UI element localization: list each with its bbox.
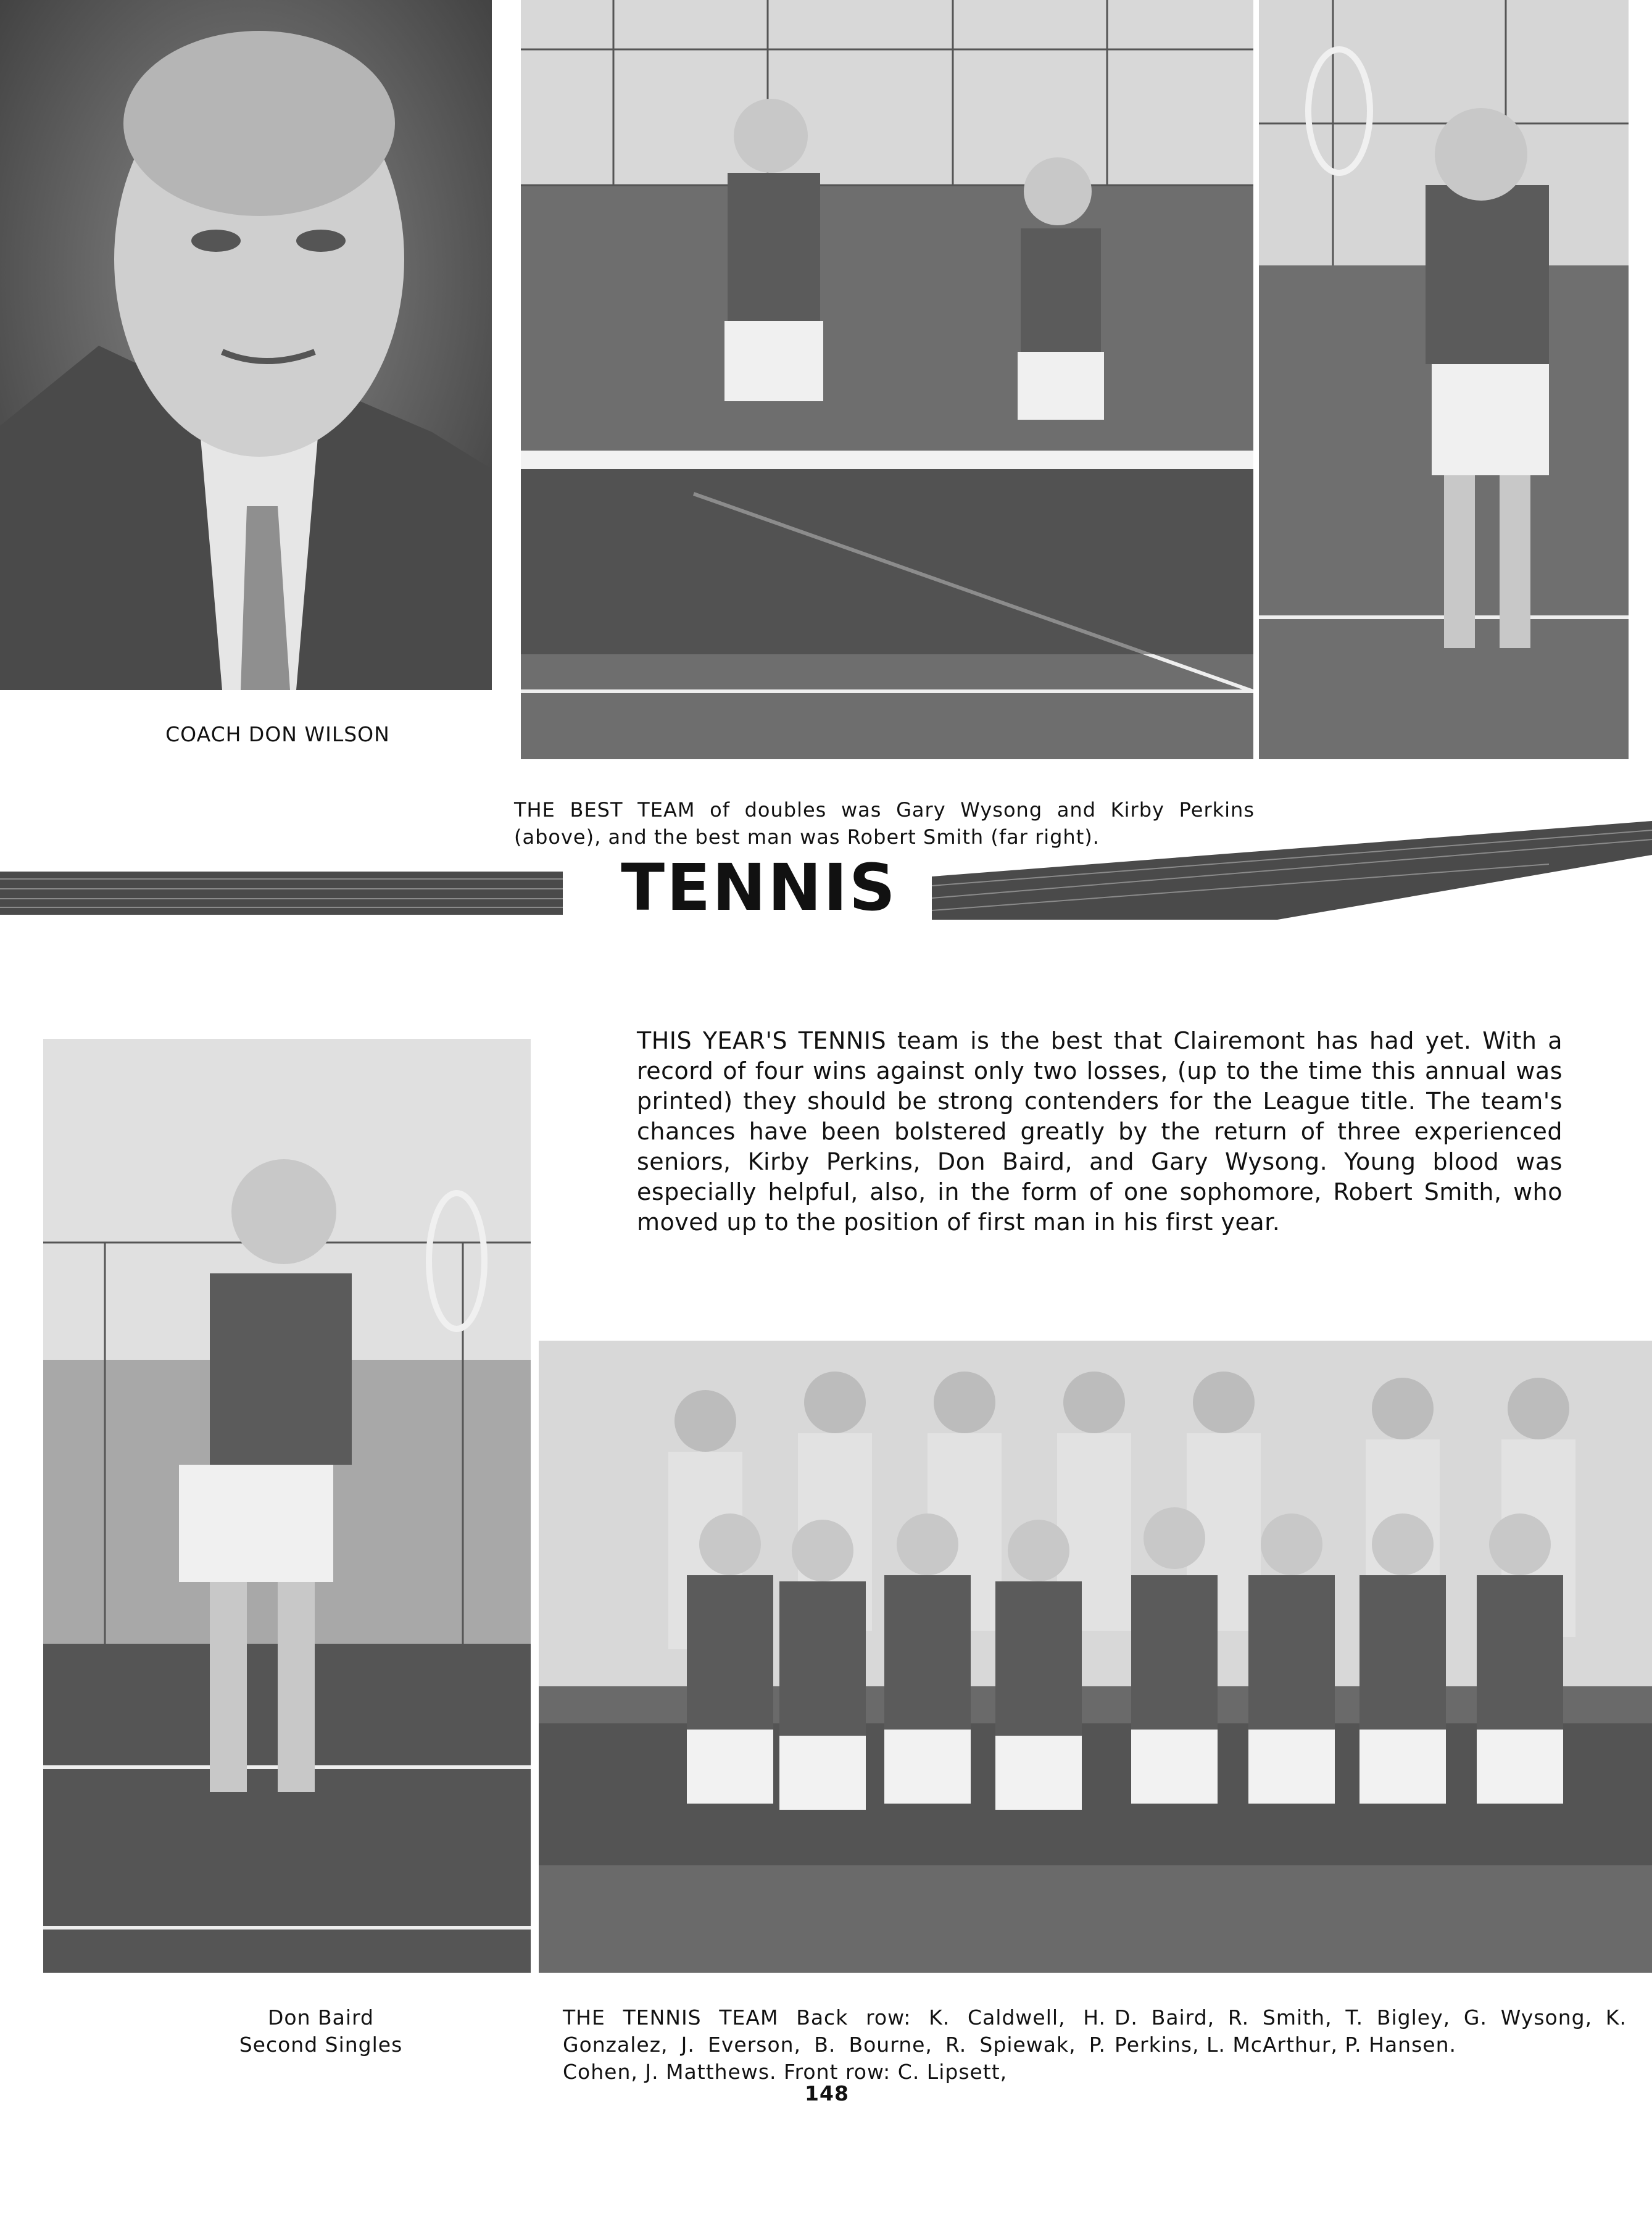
tennis-summary-paragraph: THIS YEAR'S TENNIS team is the best that Clairemont has had yet. With a record of four wins against only two losses, (up to the time this annual was printed) they should be strong contenders for the League title. The team's chances have been bolstered greatly by the return of three experienced seniors, Kirby Perkins, Don Baird, and Gary Wysong. Young blood was especially helpful, also, in the form of one sophomore, Robert Smith, who moved up to the position of first man in his first year. bbox=[637, 1027, 1563, 1236]
team-caption-column-1: THE TENNIS TEAM Back row: K. Caldwell, H. Gonzalez, J. Everson, B. Bourne, R. Spiewak, P. Cohen, J. Matthews. Front row: C. Lipsett, bbox=[563, 2005, 1106, 2084]
title-band-left bbox=[0, 872, 563, 915]
coach-caption: COACH DON WILSON bbox=[165, 722, 390, 746]
coach-portrait-photo bbox=[0, 0, 492, 690]
don-baird-photo bbox=[43, 1039, 531, 1973]
team-caption-column-2: D. Baird, R. Smith, T. Bigley, G. Wysong, K. Perkins, L. McArthur, P. Hansen. bbox=[1114, 2005, 1627, 2057]
doubles-caption: THE BEST TEAM of doubles was Gary Wysong and Kirby Perkins (above), and the best man was Robert Smith (far right). bbox=[514, 798, 1255, 849]
page-title: TENNIS bbox=[621, 850, 897, 925]
robert-smith-photo bbox=[1259, 0, 1629, 759]
don-baird-caption bbox=[167, 2004, 475, 2059]
doubles-team-photo bbox=[521, 0, 1253, 759]
don-baird-name: Don Baird bbox=[268, 2005, 374, 2030]
tennis-team-group-photo bbox=[539, 1341, 1652, 1973]
don-baird-role: Second Singles bbox=[239, 2033, 403, 2057]
page-number: 148 bbox=[805, 2081, 849, 2105]
title-band-right bbox=[932, 821, 1652, 923]
